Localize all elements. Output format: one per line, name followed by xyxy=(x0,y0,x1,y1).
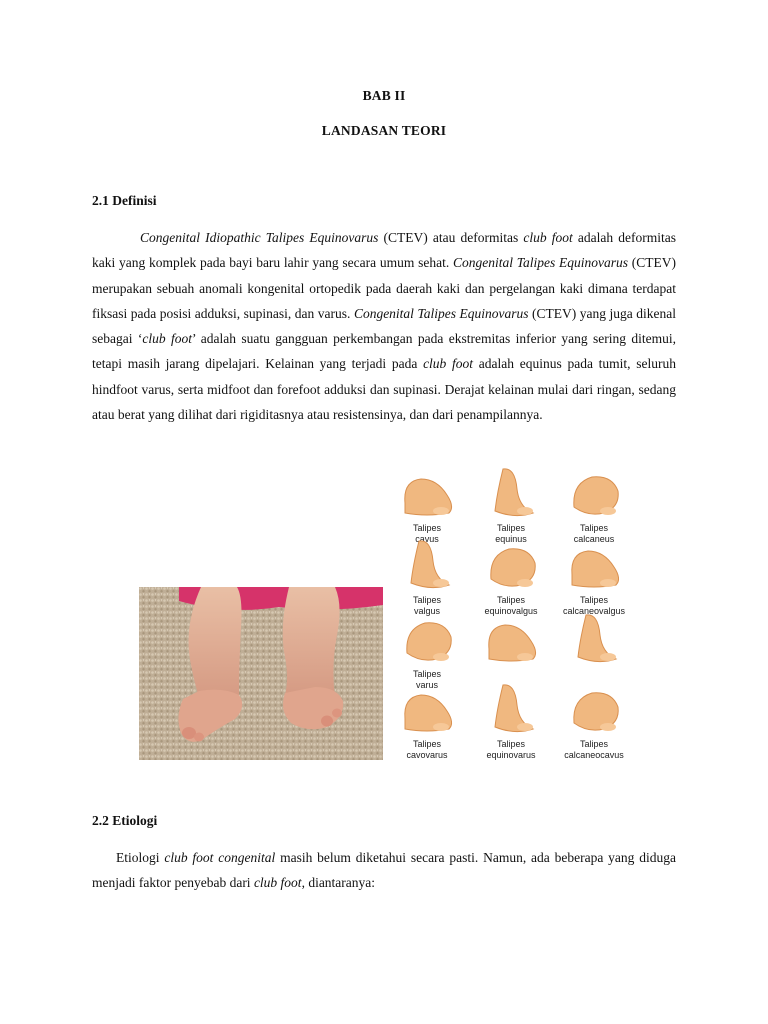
italic-term: club foot xyxy=(142,331,192,347)
foot-illustration xyxy=(495,469,533,516)
foot-label-type: cavovarus xyxy=(406,750,448,760)
foot-label-type: equinovarus xyxy=(486,750,536,760)
foot-illustration xyxy=(489,625,536,661)
foot-label-type: calcaneus xyxy=(573,534,615,544)
foot-label-type: calcaneovalgus xyxy=(562,606,626,616)
foot-illustration xyxy=(405,479,452,515)
foot-illustration xyxy=(411,541,449,588)
foot-label-type: varus xyxy=(415,680,439,690)
foot-label-type: calcaneocavus xyxy=(564,750,624,760)
baby-feet-image xyxy=(139,587,383,760)
paragraph-etiologi xyxy=(92,845,676,896)
text-run: adalah deformitas kaki yang komplek pada bayi baru lahir yang secara umum sehat. xyxy=(92,230,677,271)
text-run: (CTEV) atau deformitas xyxy=(378,230,524,245)
italic-term: club foot congenital xyxy=(164,850,276,865)
foot-illustration xyxy=(491,549,535,587)
section-title-etiologi: 2.2 Etiologi xyxy=(92,813,158,828)
paragraph-definisi xyxy=(92,225,676,427)
text-run: adalah equinus pada tumit, seluruh hindfoot varus, serta midfoot dan forefoot adduksi dan supinasi. Derajat kelainan mulai dari ringan, sedang atau berat yang dilihat dari rigiditasnya atau resistensinya, dan dari penampilannya. xyxy=(92,356,677,423)
foot-label-genus: Talipes xyxy=(412,523,442,533)
foot-label-type: cavus xyxy=(415,534,439,544)
text-run: Etiologi xyxy=(116,850,165,865)
italic-term: Congenital Talipes Equinovarus xyxy=(452,255,628,271)
foot-label-genus: Talipes xyxy=(579,739,609,749)
text-run: , diantaranya: xyxy=(301,875,376,891)
talipes-types-figure xyxy=(389,463,633,760)
text-run: (CTEV) merupakan sebuah anomali kongenital ortopedik pada daerah kaki dan pergelangan kaki dimana terdapat fiksasi pada posisi adduksi, supinasi, dan varus. xyxy=(92,255,676,321)
foot-illustration xyxy=(495,685,533,732)
foot-label-genus: Talipes xyxy=(412,669,442,679)
foot-illustration xyxy=(578,615,616,662)
foot-label-type: equinovalgus xyxy=(484,606,538,616)
foot-label-genus: Talipes xyxy=(412,739,442,749)
foot-illustration xyxy=(574,693,618,731)
italic-term: club foot xyxy=(253,875,302,891)
italic-term: Congenital Talipes Equinovarus xyxy=(353,305,529,321)
baby-feet-photo xyxy=(139,587,383,760)
text-run: ’ adalah suatu gangguan perkembangan pada ekstremitas inferior yang sering ditemui, tetapi masih jarang dipelajari. Kelainan yang terjadi pada xyxy=(92,331,676,372)
foot-label-type: equinus xyxy=(495,534,527,544)
foot-label-genus: Talipes xyxy=(412,595,442,605)
text-run: masih belum diketahui secara pasti. Namun, ada beberapa yang diduga menjadi faktor penyebab dari xyxy=(92,850,676,891)
foot-label-genus: Talipes xyxy=(579,595,609,605)
chapter-number: BAB II xyxy=(362,88,406,103)
italic-term: Congenital Idiopathic Talipes Equinovarus xyxy=(140,230,379,245)
text-run: (CTEV) yang juga dikenal sebagai ‘ xyxy=(92,305,676,347)
foot-illustration xyxy=(574,477,618,515)
foot-label-type: valgus xyxy=(413,606,441,616)
foot-label-genus: Talipes xyxy=(496,523,526,533)
foot-illustration xyxy=(407,623,451,661)
foot-illustration xyxy=(405,695,452,731)
foot-label-genus: Talipes xyxy=(496,595,526,605)
italic-term: club foot xyxy=(523,230,573,245)
chapter-title: LANDASAN TEORI xyxy=(321,123,447,138)
section-title-definisi: 2.1 Definisi xyxy=(92,193,157,208)
foot-label-genus: Talipes xyxy=(496,739,526,749)
italic-term: club foot xyxy=(423,356,474,372)
foot-illustration xyxy=(572,551,619,587)
talipes-types-illustration xyxy=(389,463,633,760)
foot-label-genus: Talipes xyxy=(579,523,609,533)
